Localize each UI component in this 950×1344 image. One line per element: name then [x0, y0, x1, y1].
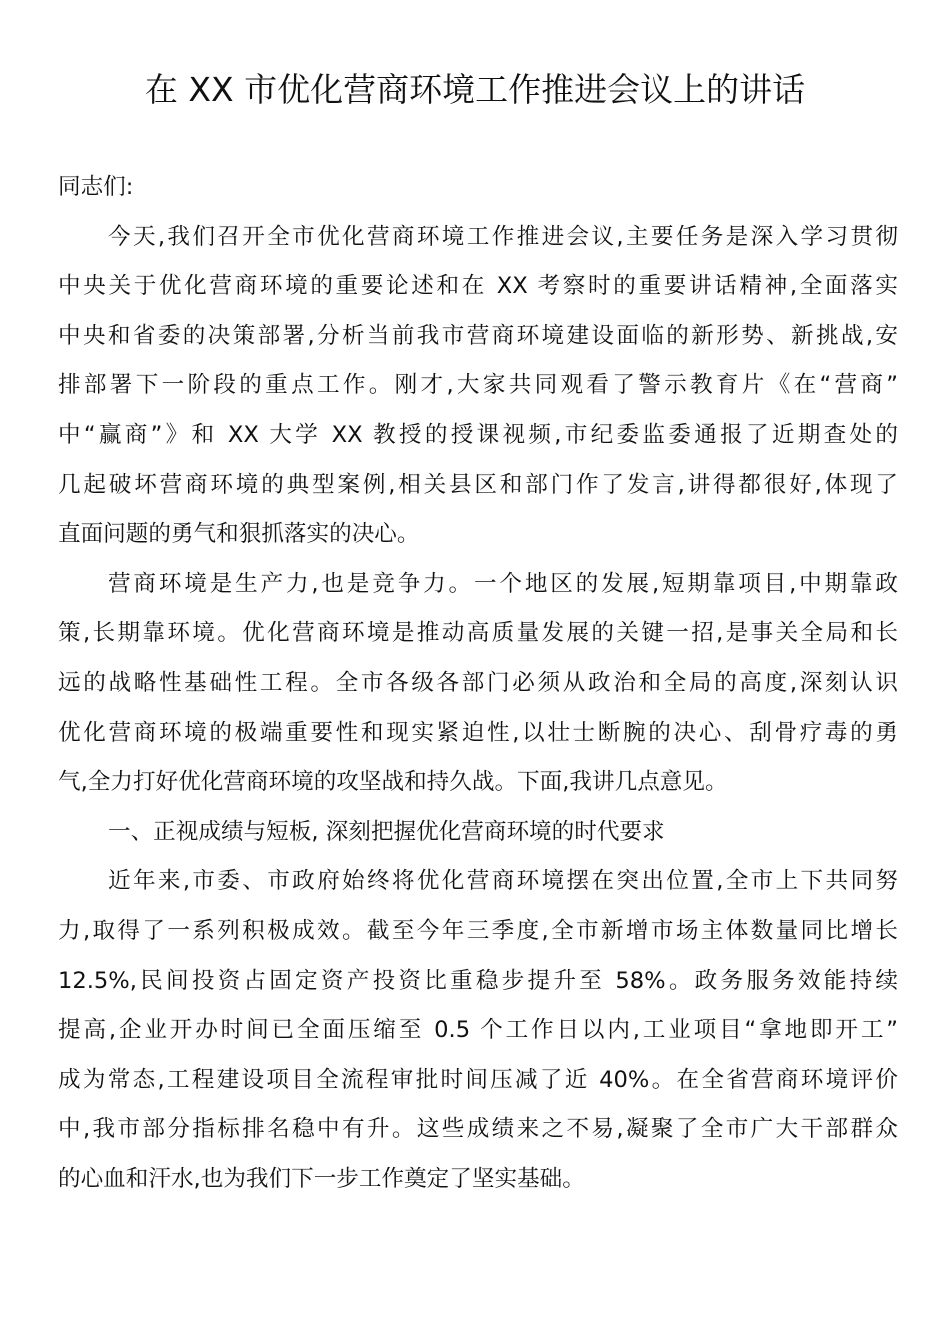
paragraph-line: 中,我市部分指标排名稳中有升。这些成绩来之不易,凝聚了全市广大干部群众	[58, 1116, 898, 1143]
document-title: 在 XX 市优化营商环境工作推进会议上的讲话	[144, 70, 806, 109]
paragraph-line: 力,取得了一系列积极成效。截至今年三季度,全市新增市场主体数量同比增长	[58, 917, 898, 944]
paragraph-line: 提高,企业开办时间已全面压缩至 0.5 个工作日以内,工业项目“拿地即开工”	[58, 1017, 898, 1044]
paragraph-line: 排部署下一阶段的重点工作。刚才,大家共同观看了警示教育片《在“营商”	[58, 372, 898, 399]
paragraph-line: 直面问题的勇气和狠抓落实的决心。	[58, 521, 420, 548]
paragraph-line: 今天,我们召开全市优化营商环境工作推进会议,主要任务是深入学习贯彻	[108, 223, 898, 250]
section-heading-1: 一、正视成绩与短板, 深刻把握优化营商环境的时代要求	[108, 818, 665, 845]
paragraph-line: 近年来,市委、市政府始终将优化营商环境摆在突出位置,全市上下共同努	[108, 868, 898, 895]
document-body	[58, 163, 898, 1204]
salutation: 同志们:	[58, 174, 134, 200]
paragraph-line: 几起破坏营商环境的典型案例,相关县区和部门作了发言,讲得都很好,体现了	[58, 471, 898, 498]
paragraph-opening	[58, 213, 898, 560]
paragraph-line: 气,全力打好优化营商环境的攻坚战和持久战。下面,我讲几点意见。	[58, 769, 728, 796]
paragraph-line: 成为常态,工程建设项目全流程审批时间压减了近 40%。在全省营商环境评价	[58, 1066, 898, 1093]
paragraph-line: 策,长期靠环境。优化营商环境是推动高质量发展的关键一招,是事关全局和长	[58, 620, 898, 647]
paragraph-line: 12.5%,民间投资占固定资产投资比重稳步提升至 58%。政务服务效能持续	[58, 967, 898, 994]
paragraph-line: 的心血和汗水,也为我们下一步工作奠定了坚实基础。	[58, 1165, 585, 1192]
paragraph-line: 中央关于优化营商环境的重要论述和在 XX 考察时的重要讲话精神,全面落实	[58, 273, 898, 300]
paragraph-line: 中“赢商”》和 XX 大学 XX 教授的授课视频,市纪委监委通报了近期查处的	[58, 421, 898, 448]
paragraph-line: 中央和省委的决策部署,分析当前我市营商环境建设面临的新形势、新挑战,安	[58, 322, 898, 349]
paragraph-line: 远的战略性基础性工程。全市各级各部门必须从政治和全局的高度,深刻认识	[58, 669, 898, 696]
paragraph-line: 营商环境是生产力,也是竞争力。一个地区的发展,短期靠项目,中期靠政	[108, 570, 898, 597]
paragraph-achievements	[58, 857, 898, 1204]
paragraph-line: 优化营商环境的极端重要性和现实紧迫性,以壮士断腕的决心、刮骨疗毒的勇	[58, 719, 898, 746]
paragraph-business-environment	[58, 560, 898, 808]
